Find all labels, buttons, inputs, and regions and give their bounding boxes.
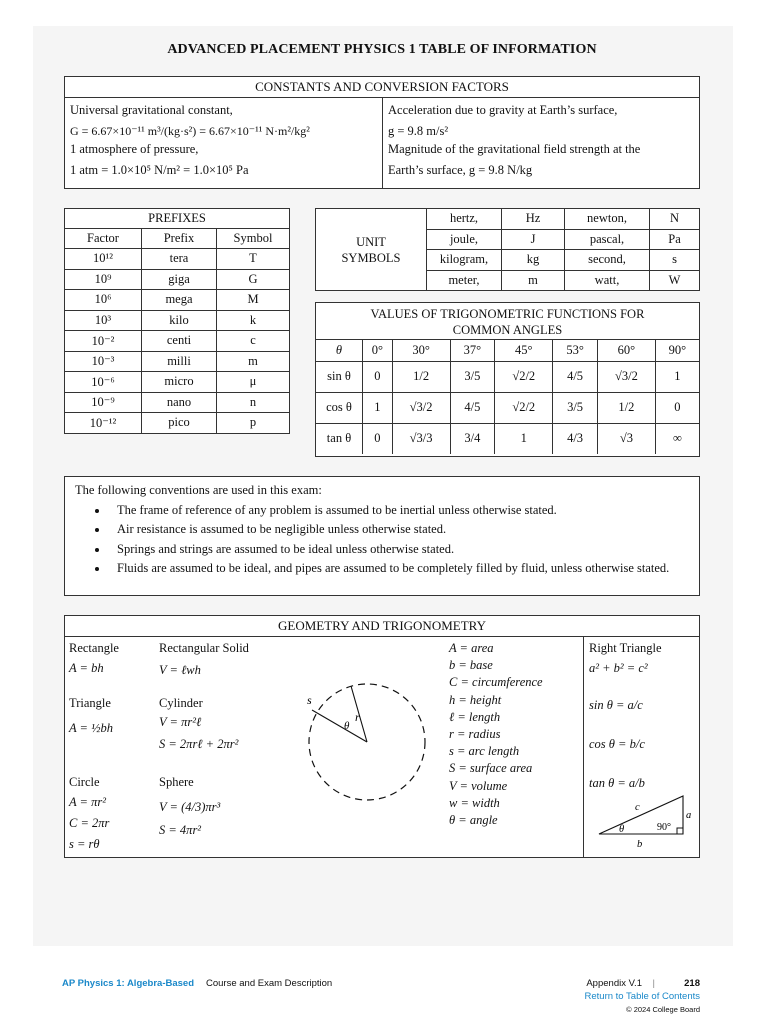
unit-cell: meter, — [427, 270, 502, 291]
unit-cell: J — [502, 229, 565, 250]
circle-sector-diagram — [297, 674, 437, 814]
trig-cell: √2/2 — [495, 392, 553, 423]
prefix-cell-prefix: pico — [142, 413, 217, 434]
pythagorean: a² + b² = c² — [589, 661, 648, 675]
atm-label: 1 atmosphere of pressure, — [70, 142, 199, 156]
trig-angle-cell: θ — [316, 340, 363, 361]
constants-box — [64, 76, 700, 189]
conventions-intro: The following conventions are used in this exam: — [75, 483, 322, 497]
prefix-cell-factor: 10⁻¹² — [65, 413, 142, 434]
trig-cell: 4/5 — [450, 392, 495, 423]
footer-copyright: © 2024 College Board — [626, 1005, 700, 1014]
unit-cell: W — [650, 270, 700, 291]
unit-cell: m — [502, 270, 565, 291]
prefix-cell-factor: 10⁶ — [65, 290, 142, 311]
tri-label-theta: θ — [619, 824, 625, 835]
trig-cell: 0 — [363, 423, 393, 454]
cylinder-block — [159, 695, 238, 753]
trig-angle-cell: 45° — [495, 340, 553, 361]
unit-cell: N — [650, 209, 700, 230]
prefix-cell-symbol: G — [217, 269, 290, 290]
prefix-cell-factor: 10⁻⁶ — [65, 372, 142, 393]
prefix-cell-prefix: milli — [142, 351, 217, 372]
prefix-cell-prefix: tera — [142, 249, 217, 270]
cylinder-volume: V = πr²ℓ — [159, 715, 202, 729]
legend-item: h = height — [449, 692, 502, 707]
unit-cell: kilogram, — [427, 250, 502, 271]
trig-cell: 1 — [495, 423, 553, 454]
unit-cell: hertz, — [427, 209, 502, 230]
sin-formula: sin θ = a/c — [589, 698, 643, 712]
legend-item: s = arc length — [449, 744, 520, 759]
cylinder-name: Cylinder — [159, 696, 203, 710]
accel-formula: g = 9.8 m/s² — [388, 123, 449, 138]
triangle-area: A = ½bh — [69, 721, 113, 735]
trig-cell: 0 — [655, 392, 699, 423]
rect-solid-name: Rectangular Solid — [159, 641, 249, 655]
prefix-cell-symbol: k — [217, 310, 290, 331]
diagram-label-s: s — [307, 693, 312, 707]
unit-cell: Hz — [502, 209, 565, 230]
unit-cell: watt, — [565, 270, 650, 291]
convention-item: • The frame of reference of any problem is assumed to be inertial unless otherwise stated. — [109, 501, 689, 521]
accel-label: Acceleration due to gravity at Earth’s surface, — [388, 103, 618, 117]
trig-angle-cell: 53° — [553, 340, 598, 361]
unit-row — [316, 209, 700, 230]
grav-formula: G = 6.67×10⁻¹¹ m³/(kg·s²) = 6.67×10⁻¹¹ N·m²/kg² — [70, 123, 310, 138]
legend-item: ℓ = length — [449, 709, 501, 724]
geometry-divider — [583, 637, 584, 857]
right-triangle-diagram — [593, 784, 703, 848]
unit-symbols-table — [315, 208, 700, 291]
trig-cell: 1/2 — [392, 361, 450, 392]
sphere-volume: V = (4/3)πr³ — [159, 800, 221, 814]
grav-label: Universal gravitational constant, — [70, 103, 233, 117]
trig-row — [316, 392, 699, 423]
unit-label-line2: SYMBOLS — [341, 250, 401, 265]
legend-item: S = surface area — [449, 761, 533, 776]
circle-block — [69, 774, 109, 853]
circle-name: Circle — [69, 775, 100, 789]
prefix-cell-symbol: M — [217, 290, 290, 311]
unit-cell: kg — [502, 250, 565, 271]
legend-item: r = radius — [449, 727, 501, 742]
trig-cell: 3/5 — [450, 361, 495, 392]
trig-angle-cell: 60° — [598, 340, 656, 361]
prefix-row — [65, 351, 290, 372]
tri-label-c: c — [635, 802, 640, 813]
trig-header-line1: VALUES OF TRIGONOMETRIC FUNCTIONS FOR — [370, 307, 645, 321]
prefix-cell-prefix: nano — [142, 392, 217, 413]
sphere-surface: S = 4πr² — [159, 823, 202, 837]
right-triangle-block — [589, 640, 662, 792]
unit-label-line1: UNIT — [356, 234, 386, 249]
cos-formula: cos θ = b/c — [589, 737, 645, 751]
constants-right-column — [383, 98, 645, 188]
prefix-row — [65, 413, 290, 434]
prefix-cell-factor: 10⁹ — [65, 269, 142, 290]
trig-cell: √2/2 — [495, 361, 553, 392]
geometry-box — [64, 615, 700, 858]
trig-angle-row — [316, 340, 699, 361]
geometry-header: GEOMETRY AND TRIGONOMETRY — [65, 616, 699, 637]
prefixes-header: PREFIXES — [65, 209, 290, 229]
tri-label-a: a — [686, 810, 692, 821]
legend-item: w = width — [449, 795, 500, 810]
diagram-label-r: r — [355, 710, 360, 724]
footer-desc: Course and Exam Description — [206, 978, 333, 989]
circle-arc: s = rθ — [69, 837, 100, 851]
prefix-cell-symbol: μ — [217, 372, 290, 393]
prefixes-table — [64, 208, 290, 434]
trig-header-line2: COMMON ANGLES — [452, 323, 563, 337]
tan-formula: tan θ = a/b — [589, 776, 645, 790]
prefix-col-symbol: Symbol — [217, 229, 290, 249]
prefix-cell-factor: 10⁻² — [65, 331, 142, 352]
diagram-label-theta: θ — [344, 720, 350, 732]
trig-cell: √3/3 — [392, 423, 450, 454]
prefix-col-prefix: Prefix — [142, 229, 217, 249]
trig-cell: 0 — [363, 361, 393, 392]
sphere-name: Sphere — [159, 775, 194, 789]
footer-separator: | — [652, 978, 655, 989]
rect-solid-volume: V = ℓwh — [159, 663, 201, 677]
rectangle-block — [69, 640, 119, 677]
constants-left-column — [65, 98, 383, 188]
prefix-row — [65, 372, 290, 393]
trig-angle-cell: 30° — [392, 340, 450, 361]
conventions-box — [64, 476, 700, 596]
prefix-row — [65, 331, 290, 352]
rectangle-name: Rectangle — [69, 641, 119, 655]
prefix-cell-symbol: m — [217, 351, 290, 372]
trig-header — [316, 303, 699, 340]
prefix-row — [65, 310, 290, 331]
trig-table — [316, 340, 699, 454]
trig-cell: sin θ — [316, 361, 363, 392]
unit-cell: joule, — [427, 229, 502, 250]
sphere-block — [159, 774, 220, 839]
prefix-cell-factor: 10¹² — [65, 249, 142, 270]
unit-symbols-label — [316, 209, 427, 291]
prefix-row — [65, 290, 290, 311]
circle-area: A = πr² — [69, 795, 106, 809]
prefix-cell-symbol: p — [217, 413, 290, 434]
field-label: Magnitude of the gravitational field strength at the — [388, 142, 641, 156]
prefix-cell-symbol: n — [217, 392, 290, 413]
trig-cell: √3/2 — [598, 361, 656, 392]
trig-cell: √3 — [598, 423, 656, 454]
trig-cell: 1 — [655, 361, 699, 392]
trig-angle-cell: 0° — [363, 340, 393, 361]
prefix-cell-symbol: T — [217, 249, 290, 270]
triangle-block — [69, 695, 113, 737]
prefix-cell-prefix: micro — [142, 372, 217, 393]
conventions-list — [75, 501, 689, 579]
legend-item: C = circumference — [449, 675, 543, 690]
trig-angle-cell: 90° — [655, 340, 699, 361]
trig-cell: 4/5 — [553, 361, 598, 392]
convention-item: • Air resistance is assumed to be negligible unless otherwise stated. — [109, 520, 689, 540]
page-title: ADVANCED PLACEMENT PHYSICS 1 TABLE OF INFORMATION — [167, 42, 597, 57]
footer-page: 218 — [684, 978, 700, 989]
prefix-cell-symbol: c — [217, 331, 290, 352]
constants-header: CONSTANTS AND CONVERSION FACTORS — [65, 77, 699, 98]
tri-label-right: 90° — [657, 822, 671, 833]
trig-cell: 1/2 — [598, 392, 656, 423]
trig-cell: tan θ — [316, 423, 363, 454]
legend-item: θ = angle — [449, 813, 498, 828]
trig-cell: 1 — [363, 392, 393, 423]
toc-link[interactable]: Return to Table of Contents — [584, 991, 700, 1002]
geometry-legend — [449, 640, 543, 829]
trig-row — [316, 361, 699, 392]
trig-cell: 4/3 — [553, 423, 598, 454]
circle-circumference: C = 2πr — [69, 816, 110, 830]
prefix-cell-prefix: mega — [142, 290, 217, 311]
unit-cell: newton, — [565, 209, 650, 230]
footer-course: AP Physics 1: Algebra-Based — [62, 978, 194, 989]
legend-item: b = base — [449, 658, 493, 673]
trig-cell: 3/4 — [450, 423, 495, 454]
prefix-cell-prefix: centi — [142, 331, 217, 352]
prefix-row — [65, 392, 290, 413]
unit-cell: second, — [565, 250, 650, 271]
cylinder-surface: S = 2πrℓ + 2πr² — [159, 737, 239, 751]
unit-cell: s — [650, 250, 700, 271]
prefix-col-factor: Factor — [65, 229, 142, 249]
right-triangle-name: Right Triangle — [589, 641, 662, 655]
trig-row — [316, 423, 699, 454]
rectangle-area: A = bh — [69, 661, 104, 675]
trig-cell: √3/2 — [392, 392, 450, 423]
prefix-cell-prefix: kilo — [142, 310, 217, 331]
convention-item: • Springs and strings are assumed to be ideal unless otherwise stated. — [109, 540, 689, 560]
convention-item: • Fluids are assumed to be ideal, and pipes are assumed to be completely filled by fluid, unless otherwise stated. — [109, 559, 689, 579]
trig-angle-cell: 37° — [450, 340, 495, 361]
legend-item: V = volume — [449, 778, 508, 793]
field-formula: Earth’s surface, g = 9.8 N/kg — [388, 162, 533, 177]
rect-solid-block — [159, 640, 249, 679]
atm-formula: 1 atm = 1.0×10⁵ N/m² = 1.0×10⁵ Pa — [70, 162, 249, 177]
prefix-cell-factor: 10³ — [65, 310, 142, 331]
legend-item: A = area — [449, 641, 494, 655]
tri-label-b: b — [637, 839, 643, 848]
prefix-row — [65, 269, 290, 290]
footer-appendix: Appendix V.1 — [586, 978, 642, 989]
unit-cell: Pa — [650, 229, 700, 250]
trig-cell: ∞ — [655, 423, 699, 454]
prefix-cell-prefix: giga — [142, 269, 217, 290]
prefix-cell-factor: 10⁻⁹ — [65, 392, 142, 413]
trig-cell: cos θ — [316, 392, 363, 423]
trig-cell: 3/5 — [553, 392, 598, 423]
unit-cell: pascal, — [565, 229, 650, 250]
trig-box — [315, 302, 700, 457]
prefix-row — [65, 249, 290, 270]
prefix-cell-factor: 10⁻³ — [65, 351, 142, 372]
triangle-name: Triangle — [69, 696, 111, 710]
